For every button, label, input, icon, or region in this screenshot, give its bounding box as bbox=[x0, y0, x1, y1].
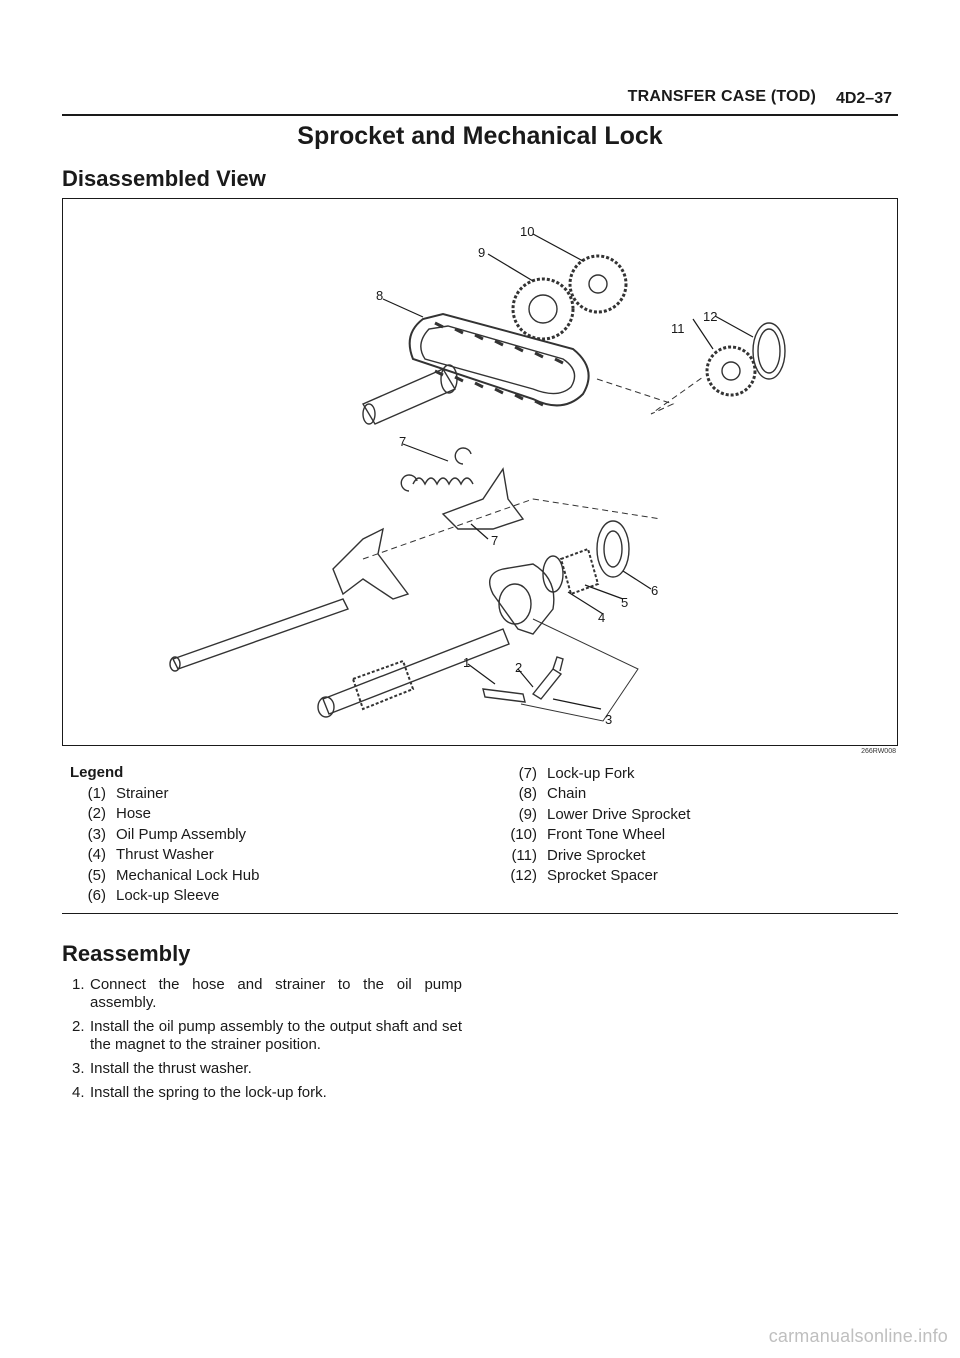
step-item: 3. Install the thrust washer. bbox=[72, 1060, 252, 1077]
callout-1: 1 bbox=[463, 655, 471, 670]
callout-6: 6 bbox=[651, 583, 659, 598]
section-title: TRANSFER CASE (TOD) bbox=[627, 88, 816, 105]
callout-7-fork: 7 bbox=[491, 533, 499, 548]
lock-up-sleeve-part bbox=[597, 521, 629, 577]
legend-item: (3) Oil Pump Assembly bbox=[87, 825, 247, 843]
hose-part bbox=[533, 657, 563, 699]
legend-item: (8) Chain bbox=[518, 785, 587, 803]
callout-11: 11 bbox=[671, 321, 685, 336]
legend-item: (4) Thrust Washer bbox=[87, 846, 214, 864]
legend-item: (5) Mechanical Lock Hub bbox=[87, 866, 260, 884]
page-header bbox=[62, 86, 898, 114]
callout-7-spring: 7 bbox=[399, 434, 407, 449]
legend-item: (9) Lower Drive Sprocket bbox=[518, 805, 691, 823]
section-subtitle: Disassembled View bbox=[62, 166, 266, 191]
step-item: 4. Install the spring to the lock-up fork. bbox=[72, 1084, 327, 1101]
legend-item: (1) Strainer bbox=[87, 785, 169, 802]
callout-5: 5 bbox=[621, 595, 629, 610]
reassembly-title: Reassembly bbox=[62, 941, 191, 966]
spring-part bbox=[401, 448, 473, 491]
step-item: 2. Install the oil pump assembly to the output shaft and set the magnet to the strainer position. bbox=[72, 1018, 462, 1053]
legend-item: (7) Lock-up Fork bbox=[518, 765, 635, 782]
drive-sprocket-part bbox=[707, 347, 755, 395]
fork-rod-part bbox=[170, 599, 348, 671]
legend-item: (6) Lock-up Sleeve bbox=[87, 886, 220, 904]
legend-title: Legend bbox=[70, 764, 124, 781]
page-number: 4D2–37 bbox=[835, 90, 892, 107]
front-tone-wheel-part bbox=[570, 256, 626, 312]
callout-4: 4 bbox=[598, 610, 606, 625]
sprocket-spacer-part bbox=[753, 323, 785, 379]
callout-10: 10 bbox=[520, 224, 535, 239]
exploded-view-figure bbox=[62, 198, 898, 746]
legend-divider bbox=[62, 913, 898, 914]
legend-item: (2) Hose bbox=[87, 805, 152, 823]
legend-item: (12) Sprocket Spacer bbox=[510, 866, 658, 884]
legend-item: (10) Front Tone Wheel bbox=[510, 826, 666, 844]
thrust-washer-part bbox=[543, 556, 563, 592]
header-divider bbox=[62, 114, 898, 116]
callout-3: 3 bbox=[605, 712, 613, 727]
step-item: 1. Connect the hose and strainer to the oil pump assembly. bbox=[72, 976, 462, 1011]
figure-code: 266RW008 bbox=[861, 748, 896, 755]
legend-column-right bbox=[497, 764, 877, 886]
callout-2: 2 bbox=[515, 660, 523, 675]
chain-part bbox=[410, 314, 589, 405]
strainer-part bbox=[483, 689, 525, 702]
oil-pump-part bbox=[490, 564, 554, 634]
reassembly-steps bbox=[72, 976, 462, 1108]
callout-12: 12 bbox=[703, 309, 718, 324]
watermark: carmanualsonline.info bbox=[768, 1326, 948, 1346]
exploded-view-drawing bbox=[63, 199, 897, 745]
legend-column-left bbox=[66, 784, 446, 906]
callout-8: 8 bbox=[376, 288, 384, 303]
legend-item: (11) Drive Sprocket bbox=[511, 846, 646, 864]
lower-drive-sprocket-part bbox=[513, 279, 573, 339]
page-title: Sprocket and Mechanical Lock bbox=[297, 122, 663, 150]
callout-9: 9 bbox=[478, 245, 486, 260]
